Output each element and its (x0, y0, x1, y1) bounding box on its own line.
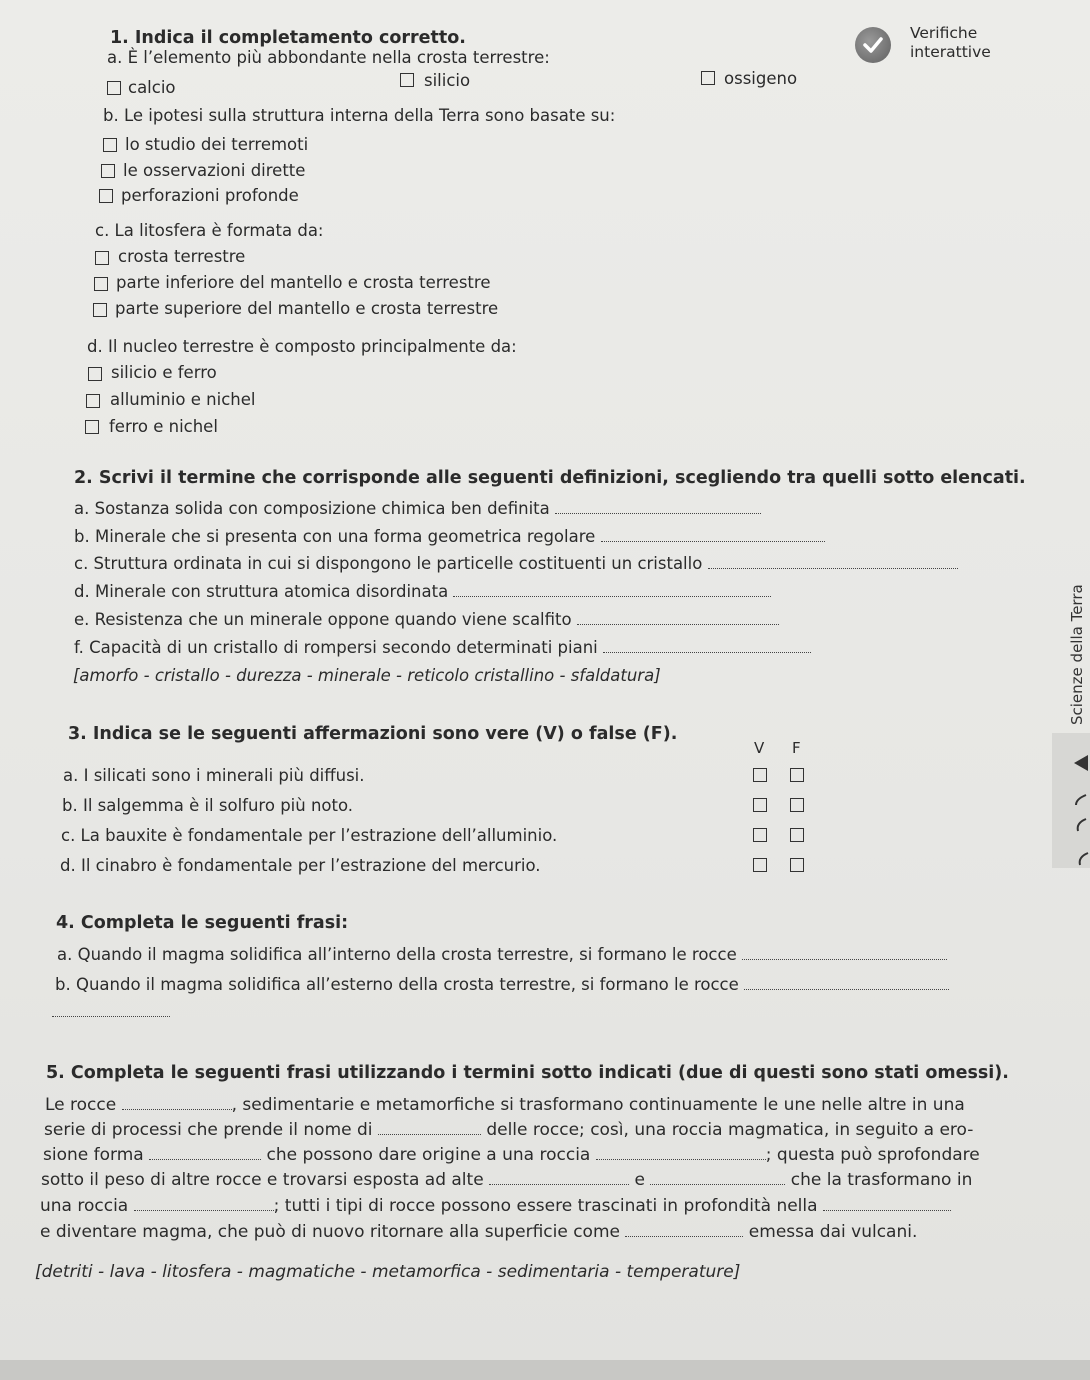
q5-blank-3[interactable] (149, 1145, 261, 1160)
q3a-true-box[interactable] (753, 768, 767, 782)
badge-label-2[interactable]: interattive (910, 43, 991, 61)
q5-blank-9[interactable] (625, 1222, 743, 1237)
q2-item-b-text: b. Minerale che si presenta con una forma geometrica regolare (74, 527, 596, 546)
q2-blank-a[interactable] (555, 499, 761, 514)
side-tab-letters (1052, 733, 1090, 868)
q2-item-e-text: e. Resistenza che un minerale oppone quando viene scalfito (74, 610, 572, 629)
q2-item-c (74, 554, 958, 574)
q5-l3b: che possono dare origine a una roccia (266, 1145, 591, 1165)
q3b-true-box[interactable] (753, 798, 767, 812)
q5-l3a: sione forma (43, 1145, 144, 1165)
q1d-checkbox-1[interactable] (88, 367, 102, 381)
q5-line-2 (44, 1120, 973, 1140)
q3-item-b: b. Il salgemma è il solfuro più noto. (62, 796, 354, 815)
q4-item-a (57, 945, 947, 965)
q5-l4b: e (634, 1170, 645, 1190)
q4-item-b-text: b. Quando il magma solidifica all’esterno della crosta terrestre, si formano le rocce (55, 975, 739, 994)
q2-word-bank: [amorfo - cristallo - durezza - minerale - reticolo cristallino - sfaldatura] (73, 666, 661, 685)
q1d-checkbox-3[interactable] (85, 420, 99, 434)
q3b-false-box[interactable] (790, 798, 804, 812)
q3c-false-box[interactable] (790, 828, 804, 842)
q1c-option-3: parte superiore del mantello e crosta terrestre (115, 299, 499, 318)
q1-title: 1. Indica il completamento corretto. (110, 28, 466, 48)
side-tab (1052, 733, 1090, 868)
q2-blank-d[interactable] (453, 582, 771, 597)
q1a-option-3: ossigeno (724, 69, 798, 88)
q2-blank-c[interactable] (708, 554, 958, 569)
q1a-checkbox-3[interactable] (701, 71, 715, 85)
q5-l3c: ; questa può sprofondare (765, 1145, 980, 1165)
q5-l1a: Le rocce (45, 1095, 117, 1115)
q4-blank-b[interactable] (744, 975, 949, 990)
q5-word-bank: [detriti - lava - litosfera - magmatiche - metamorfica - sedimentaria - temperature] (35, 1262, 741, 1282)
q4-item-a-text: a. Quando il magma solidifica all’interno della crosta terrestre, si formano le rocce (57, 945, 737, 964)
q2-item-b (74, 527, 825, 547)
q1b-option-3: perforazioni profonde (121, 186, 299, 205)
bottom-shadow (0, 1360, 1090, 1380)
q5-line-5 (40, 1196, 951, 1216)
q2-item-c-text: c. Struttura ordinata in cui si dispongono le particelle costituenti un cristallo (74, 554, 703, 573)
q3-item-c: c. La bauxite è fondamentale per l’estrazione dell’alluminio. (61, 826, 558, 845)
q1b-checkbox-1[interactable] (103, 138, 117, 152)
q2-blank-e[interactable] (577, 610, 779, 625)
q4-item-b (55, 975, 949, 995)
q2-item-a-text: a. Sostanza solida con composizione chimica ben definita (74, 499, 550, 518)
q3-item-a: a. I silicati sono i minerali più diffusi. (63, 766, 365, 785)
q5-l1b: , sedimentarie e metamorfiche si trasformano continuamente le une nelle altre in una (231, 1095, 965, 1115)
q3d-true-box[interactable] (753, 858, 767, 872)
q1c-checkbox-2[interactable] (94, 277, 108, 291)
q5-blank-1[interactable] (122, 1095, 232, 1110)
side-label-text: Scienze della Terra (1068, 584, 1086, 725)
q3-col-f: F (792, 739, 801, 757)
q1c-checkbox-3[interactable] (93, 303, 107, 317)
q5-blank-4[interactable] (596, 1145, 766, 1160)
q5-l6b: emessa dai vulcani. (748, 1222, 918, 1242)
q5-line-1 (45, 1095, 965, 1115)
q1a-prompt: a. È l’elemento più abbondante nella crosta terrestre: (107, 48, 550, 67)
q1c-prompt: c. La litosfera è formata da: (95, 221, 324, 240)
q2-blank-f[interactable] (603, 638, 811, 653)
q5-blank-8[interactable] (823, 1196, 951, 1211)
q2-item-f-text: f. Capacità di un cristallo di rompersi secondo determinati piani (74, 638, 598, 657)
q3-title: 3. Indica se le seguenti affermazioni sono vere (V) o false (F). (68, 724, 678, 744)
q5-l6a: e diventare magma, che può di nuovo ritornare alla superficie come (40, 1222, 620, 1242)
q2-item-d-text: d. Minerale con struttura atomica disordinata (74, 582, 449, 601)
q1c-option-2: parte inferiore del mantello e crosta terrestre (116, 273, 491, 292)
q1b-prompt: b. Le ipotesi sulla struttura interna della Terra sono basate su: (103, 106, 616, 125)
q2-blank-b[interactable] (601, 527, 825, 542)
q1b-option-1: lo studio dei terremoti (125, 135, 309, 154)
q3-item-d: d. Il cinabro è fondamentale per l’estrazione del mercurio. (60, 856, 541, 875)
checkmark-icon[interactable] (855, 27, 891, 63)
q4-title: 4. Completa le seguenti frasi: (56, 913, 349, 933)
q5-l4a: sotto il peso di altre rocce e trovarsi esposta ad alte (41, 1170, 484, 1190)
q1b-checkbox-3[interactable] (99, 189, 113, 203)
q2-item-a (74, 499, 761, 519)
q1a-option-2: silicio (424, 71, 471, 90)
q5-blank-7[interactable] (134, 1196, 274, 1211)
q5-l5b: ; tutti i tipi di rocce possono essere trascinati in profondità nella (273, 1196, 818, 1216)
q1b-option-2: le osservazioni dirette (123, 161, 306, 180)
q1d-prompt: d. Il nucleo terrestre è composto principalmente da: (87, 337, 517, 356)
q5-blank-2[interactable] (378, 1120, 481, 1135)
q2-item-d (74, 582, 771, 602)
q3a-false-box[interactable] (790, 768, 804, 782)
q1d-option-3: ferro e nichel (109, 417, 218, 436)
q1d-option-1: silicio e ferro (111, 363, 217, 382)
q5-line-4 (41, 1170, 972, 1190)
q2-title: 2. Scrivi il termine che corrisponde alle seguenti definizioni, scegliendo tra quelli sotto elencati. (74, 468, 1026, 488)
q5-title: 5. Completa le seguenti frasi utilizzando i termini sotto indicati (due di questi sono stati omessi). (46, 1063, 1009, 1083)
q5-l5a: una roccia (40, 1196, 129, 1216)
q5-l2a: serie di processi che prende il nome di (44, 1120, 373, 1140)
q4-blank-b-cont[interactable] (52, 1002, 170, 1017)
q1c-checkbox-1[interactable] (95, 251, 109, 265)
q1a-option-1: calcio (128, 78, 176, 97)
q2-item-f (74, 638, 811, 658)
q1a-checkbox-2[interactable] (400, 73, 414, 87)
q1d-checkbox-2[interactable] (86, 394, 100, 408)
q1b-checkbox-2[interactable] (101, 164, 115, 178)
q5-l2b: delle rocce; così, una roccia magmatica, in seguito a ero- (486, 1120, 974, 1140)
side-label (1062, 525, 1088, 725)
q5-blank-5[interactable] (489, 1170, 629, 1185)
q5-blank-6[interactable] (650, 1170, 785, 1185)
q5-l4c: che la trasformano in (790, 1170, 973, 1190)
q3c-true-box[interactable] (753, 828, 767, 842)
q1d-option-2: alluminio e nichel (110, 390, 256, 409)
q4-blank-a[interactable] (742, 945, 947, 960)
q5-line-6 (40, 1222, 917, 1242)
q1c-option-1: crosta terrestre (118, 247, 246, 266)
q1a-checkbox-1[interactable] (107, 81, 121, 95)
q2-item-e (74, 610, 779, 630)
q5-line-3 (43, 1145, 980, 1165)
badge-label-1[interactable]: Verifiche (910, 24, 978, 42)
q3d-false-box[interactable] (790, 858, 804, 872)
q3-col-v: V (754, 739, 765, 757)
